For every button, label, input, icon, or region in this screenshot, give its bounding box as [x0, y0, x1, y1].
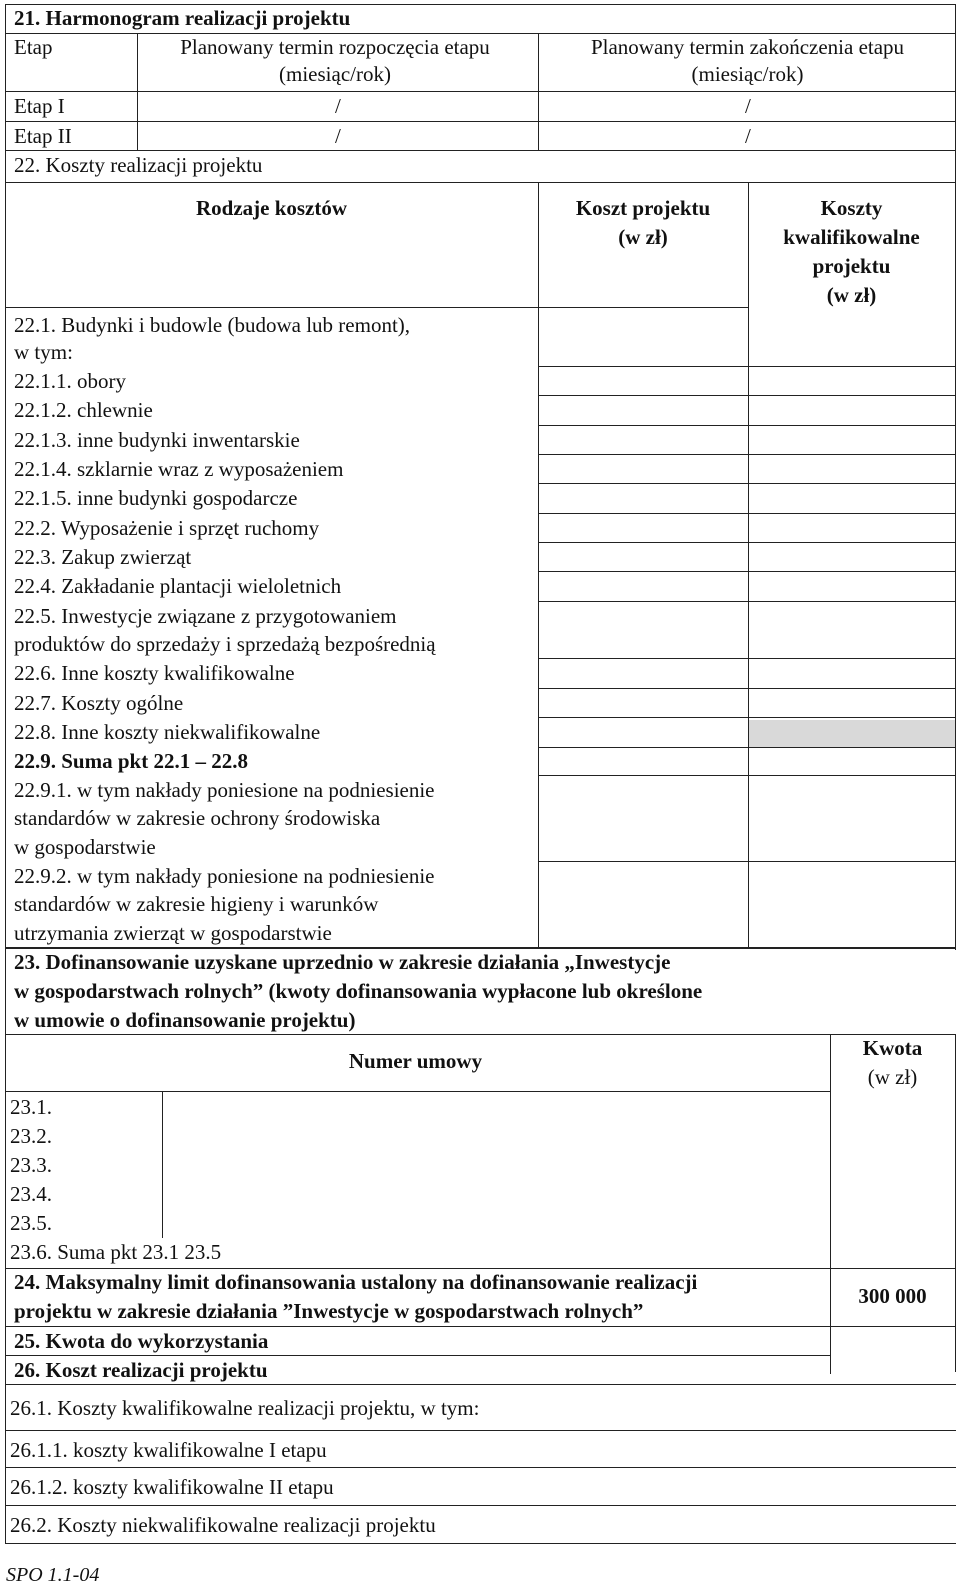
contract-row: 23.2. — [10, 1124, 52, 1148]
project-cost-row: 26.1. Koszty kwalifikowalne realizacji projektu, w tym: — [10, 1396, 480, 1420]
cost-item: standardów w zakresie higieny i warunków — [14, 892, 379, 916]
section-23-title: 23. Dofinansowanie uzyskane uprzednio w zakresie działania „Inwestycje — [14, 950, 671, 974]
cost-item: 22.4. Zakładanie plantacji wieloletnich — [14, 574, 342, 598]
section-25-title: 25. Kwota do wykorzystania — [14, 1329, 269, 1353]
cost-item: 22.9.2. w tym nakłady poniesione na podniesienie — [14, 864, 435, 888]
stage-2-end[interactable]: / — [745, 124, 751, 148]
cost-item: 22.8. Inne koszty niekwalifikowalne — [14, 720, 321, 744]
project-cost-row: 26.1.2. koszty kwalifikowalne II etapu — [10, 1475, 334, 1499]
contract-row: 23.3. — [10, 1153, 52, 1177]
cost-item: 22.2. Wyposażenie i sprzęt ruchomy — [14, 516, 320, 540]
cost-item: 22.3. Zakup zwierząt — [14, 545, 192, 569]
section-21-title: 21. Harmonogram realizacji projektu — [14, 6, 351, 30]
contract-row: 23.4. — [10, 1182, 52, 1206]
cost-sum: 22.9. Suma pkt 22.1 – 22.8 — [14, 749, 248, 773]
project-cost-row: 26.1.1. koszty kwalifikowalne I etapu — [10, 1438, 327, 1462]
cost-item: utrzymania zwierząt w gospodarstwie — [14, 921, 332, 945]
cost-item: 22.1.4. szklarnie wraz z wyposażeniem — [14, 457, 344, 481]
section-24-title: projektu w zakresie działania ”Inwestycje w gospodarstwach rolnych” — [14, 1299, 644, 1323]
section-24-title: 24. Maksymalny limit dofinansowania ustalony na dofinansowanie realizacji — [14, 1270, 698, 1294]
section-23-title: w umowie o dofinansowanie projektu) — [14, 1008, 356, 1032]
qualified-cost-header-2: kwalifikowalne — [783, 225, 920, 249]
section-23-title: w gospodarstwach rolnych” (kwoty dofinansowania wypłacone lub określone — [14, 979, 703, 1003]
footer-code: SPO 1.1-04 — [6, 1564, 100, 1586]
cost-item: 22.7. Koszty ogólne — [14, 691, 184, 715]
amount-unit: (w zł) — [867, 1065, 918, 1089]
amount-header: Kwota — [862, 1036, 923, 1060]
cost-item: w tym: — [14, 340, 73, 364]
stage-1-label: Etap I — [14, 94, 65, 118]
cost-item: produktów do sprzedaży i sprzedażą bezpośrednią — [14, 632, 436, 656]
section-22-title: 22. Koszty realizacji projektu — [14, 153, 263, 177]
project-cost-row: 26.2. Koszty niekwalifikowalne realizacji projektu — [10, 1513, 436, 1537]
stage-2-label: Etap II — [14, 124, 72, 148]
col-end-header: Planowany termin zakończenia etapu — [590, 35, 905, 59]
qualified-cost-header-3: projektu — [812, 254, 891, 278]
contract-number-header: Numer umowy — [348, 1049, 483, 1073]
cost-item: 22.6. Inne koszty kwalifikowalne — [14, 661, 295, 685]
col-stage-header: Etap — [14, 35, 53, 59]
col-start-header: Planowany termin rozpoczęcia etapu — [180, 35, 490, 59]
cost-item: 22.1.2. chlewnie — [14, 398, 153, 422]
cost-item: 22.1.5. inne budynki gospodarcze — [14, 486, 298, 510]
cost-item: 22.5. Inwestycje związane z przygotowaniem — [14, 604, 397, 628]
cost-types-header: Rodzaje kosztów — [195, 196, 348, 220]
cost-item: w gospodarstwie — [14, 835, 156, 859]
project-cost-header: Koszt projektu — [575, 196, 711, 220]
col-end-subheader: (miesiąc/rok) — [691, 62, 804, 86]
stage-2-start[interactable]: / — [335, 124, 341, 148]
max-limit-value: 300 000 — [858, 1284, 927, 1308]
section-26-title: 26. Koszt realizacji projektu — [14, 1358, 268, 1382]
shaded-cell — [749, 720, 955, 748]
col-start-subheader: (miesiąc/rok) — [279, 62, 391, 86]
cost-item: 22.1. Budynki i budowle (budowa lub remont), — [14, 313, 411, 337]
cost-item: 22.1.3. inne budynki inwentarskie — [14, 428, 300, 452]
project-cost-unit: (w zł) — [618, 225, 668, 249]
stage-1-start[interactable]: / — [335, 94, 341, 118]
stage-1-end[interactable]: / — [745, 94, 751, 118]
cost-item: 22.9.1. w tym nakłady poniesione na podniesienie — [14, 778, 435, 802]
qualified-cost-header-1: Koszty — [820, 196, 883, 220]
contract-sum: 23.6. Suma pkt 23.1 23.5 — [10, 1240, 222, 1264]
contract-row: 23.1. — [10, 1095, 52, 1119]
cost-item: standardów w zakresie ochrony środowiska — [14, 806, 381, 830]
contract-row: 23.5. — [10, 1211, 52, 1235]
cost-item: 22.1.1. obory — [14, 369, 126, 393]
qualified-cost-unit: (w zł) — [826, 283, 877, 307]
